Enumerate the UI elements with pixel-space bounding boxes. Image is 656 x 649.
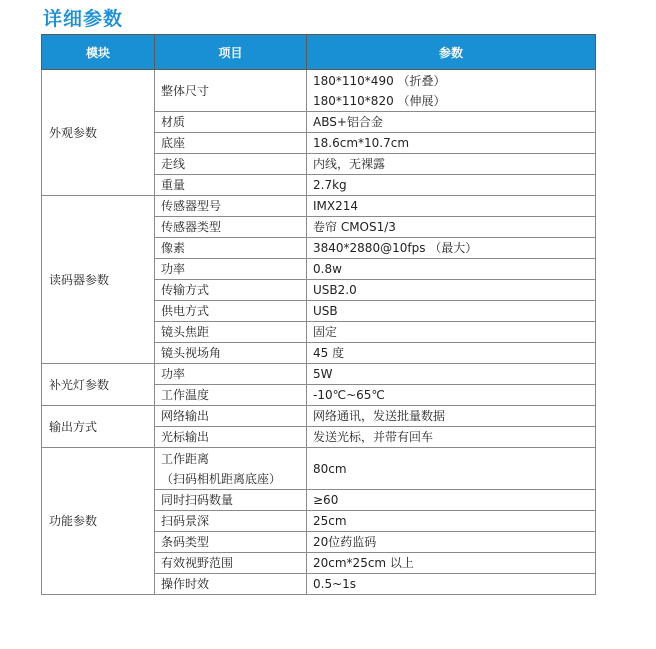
item-cell bbox=[155, 238, 307, 259]
item-cell bbox=[155, 343, 307, 364]
param-cell bbox=[307, 175, 596, 196]
param-cell bbox=[307, 154, 596, 175]
param-text: 0.8w bbox=[313, 262, 342, 276]
param-text: ≥60 bbox=[313, 493, 339, 507]
item-text: 供电方式 bbox=[161, 304, 210, 318]
item-text: 传输方式 bbox=[161, 283, 210, 297]
module-cell: 读码器参数 bbox=[42, 196, 155, 364]
item-text: 同时扫码数量 bbox=[161, 493, 234, 507]
item-cell bbox=[155, 322, 307, 343]
item-cell bbox=[155, 448, 307, 490]
param-text: 20位药监码 bbox=[313, 535, 377, 549]
page-title: 详细参数 bbox=[43, 8, 124, 30]
param-text: 内线，无裸露 bbox=[313, 157, 386, 171]
param-cell bbox=[307, 574, 596, 595]
param-text: 18.6cm*10.7cm bbox=[313, 136, 410, 150]
param-cell bbox=[307, 196, 596, 217]
item-text: 重量 bbox=[161, 178, 186, 192]
header-param: 参数 bbox=[307, 35, 596, 70]
item-cell bbox=[155, 553, 307, 574]
param-cell bbox=[307, 280, 596, 301]
module-cell: 功能参数 bbox=[42, 448, 155, 595]
table-row bbox=[42, 70, 596, 112]
param-cell bbox=[307, 112, 596, 133]
item-text: 工作距离 bbox=[161, 451, 210, 466]
item-text: 扫码景深 bbox=[161, 514, 210, 528]
param-cell bbox=[307, 406, 596, 427]
item-cell bbox=[155, 280, 307, 301]
item-cell bbox=[155, 133, 307, 154]
item-cell bbox=[155, 259, 307, 280]
param-cell bbox=[307, 364, 596, 385]
item-text: 传感器型号 bbox=[161, 199, 222, 213]
item-cell bbox=[155, 70, 307, 112]
param-cell bbox=[307, 553, 596, 574]
param-cell bbox=[307, 490, 596, 511]
item-text: 底座 bbox=[161, 136, 186, 150]
param-cell bbox=[307, 427, 596, 448]
param-text: 20cm*25cm 以上 bbox=[313, 556, 414, 570]
item-cell bbox=[155, 532, 307, 553]
param-text: IMX214 bbox=[313, 199, 359, 213]
item-cell bbox=[155, 490, 307, 511]
param-text: 固定 bbox=[313, 325, 338, 339]
module-cell: 补光灯参数 bbox=[42, 364, 155, 406]
item-cell bbox=[155, 217, 307, 238]
item-text: 整体尺寸 bbox=[161, 83, 210, 98]
item-text: （扫码相机距离底座） bbox=[161, 471, 282, 486]
item-text: 有效视野范围 bbox=[161, 556, 234, 570]
param-text: 3840*2880@10fps （最大） bbox=[313, 241, 478, 255]
table-row bbox=[42, 196, 596, 217]
param-cell bbox=[307, 133, 596, 154]
param-cell bbox=[307, 343, 596, 364]
param-cell bbox=[307, 322, 596, 343]
item-cell bbox=[155, 406, 307, 427]
param-cell bbox=[307, 385, 596, 406]
param-text: -10℃~65℃ bbox=[313, 388, 385, 402]
param-text: 180*110*490 （折叠） bbox=[313, 73, 446, 88]
param-cell bbox=[307, 70, 596, 112]
param-text: 45 度 bbox=[313, 346, 345, 360]
item-text: 网络输出 bbox=[161, 409, 210, 423]
param-text: 25cm bbox=[313, 514, 347, 528]
param-text: USB bbox=[313, 304, 338, 318]
param-text: USB2.0 bbox=[313, 283, 357, 297]
item-cell bbox=[155, 364, 307, 385]
item-text: 操作时效 bbox=[161, 577, 210, 591]
table-row bbox=[42, 448, 596, 490]
item-cell bbox=[155, 196, 307, 217]
table-header-row bbox=[42, 35, 596, 70]
param-cell bbox=[307, 259, 596, 280]
table-row bbox=[42, 406, 596, 427]
item-text: 材质 bbox=[161, 115, 186, 129]
item-text: 走线 bbox=[161, 157, 186, 171]
item-cell bbox=[155, 511, 307, 532]
item-text: 像素 bbox=[161, 241, 186, 255]
item-text: 功率 bbox=[161, 262, 186, 276]
param-cell bbox=[307, 448, 596, 490]
item-cell bbox=[155, 385, 307, 406]
item-text: 传感器类型 bbox=[161, 220, 222, 234]
spec-table bbox=[41, 34, 596, 595]
header-module: 模块 bbox=[42, 35, 155, 70]
param-text: 网络通讯，发送批量数据 bbox=[313, 409, 446, 423]
item-text: 工作温度 bbox=[161, 388, 210, 402]
item-text: 镜头视场角 bbox=[161, 346, 222, 360]
item-cell bbox=[155, 154, 307, 175]
item-cell bbox=[155, 301, 307, 322]
item-cell bbox=[155, 574, 307, 595]
param-text: 发送光标，并带有回车 bbox=[313, 430, 434, 444]
param-text: 80cm bbox=[313, 461, 347, 476]
param-text: 卷帘 CMOS1/3 bbox=[313, 220, 396, 234]
param-text: ABS+铝合金 bbox=[313, 115, 383, 129]
module-cell: 外观参数 bbox=[42, 70, 155, 196]
item-text: 光标输出 bbox=[161, 430, 210, 444]
spec-table-body bbox=[42, 70, 596, 595]
table-row bbox=[42, 364, 596, 385]
header-item: 项目 bbox=[155, 35, 307, 70]
param-text: 0.5~1s bbox=[313, 577, 357, 591]
item-cell bbox=[155, 427, 307, 448]
param-cell bbox=[307, 532, 596, 553]
item-text: 功率 bbox=[161, 367, 186, 381]
item-text: 镜头焦距 bbox=[161, 325, 210, 339]
param-text: 5W bbox=[313, 367, 333, 381]
param-cell bbox=[307, 217, 596, 238]
param-cell bbox=[307, 511, 596, 532]
param-text: 2.7kg bbox=[313, 178, 347, 192]
param-cell bbox=[307, 301, 596, 322]
module-cell: 输出方式 bbox=[42, 406, 155, 448]
item-text: 条码类型 bbox=[161, 535, 210, 549]
item-cell bbox=[155, 112, 307, 133]
param-cell bbox=[307, 238, 596, 259]
item-cell bbox=[155, 175, 307, 196]
param-text: 180*110*820 （伸展） bbox=[313, 93, 446, 108]
